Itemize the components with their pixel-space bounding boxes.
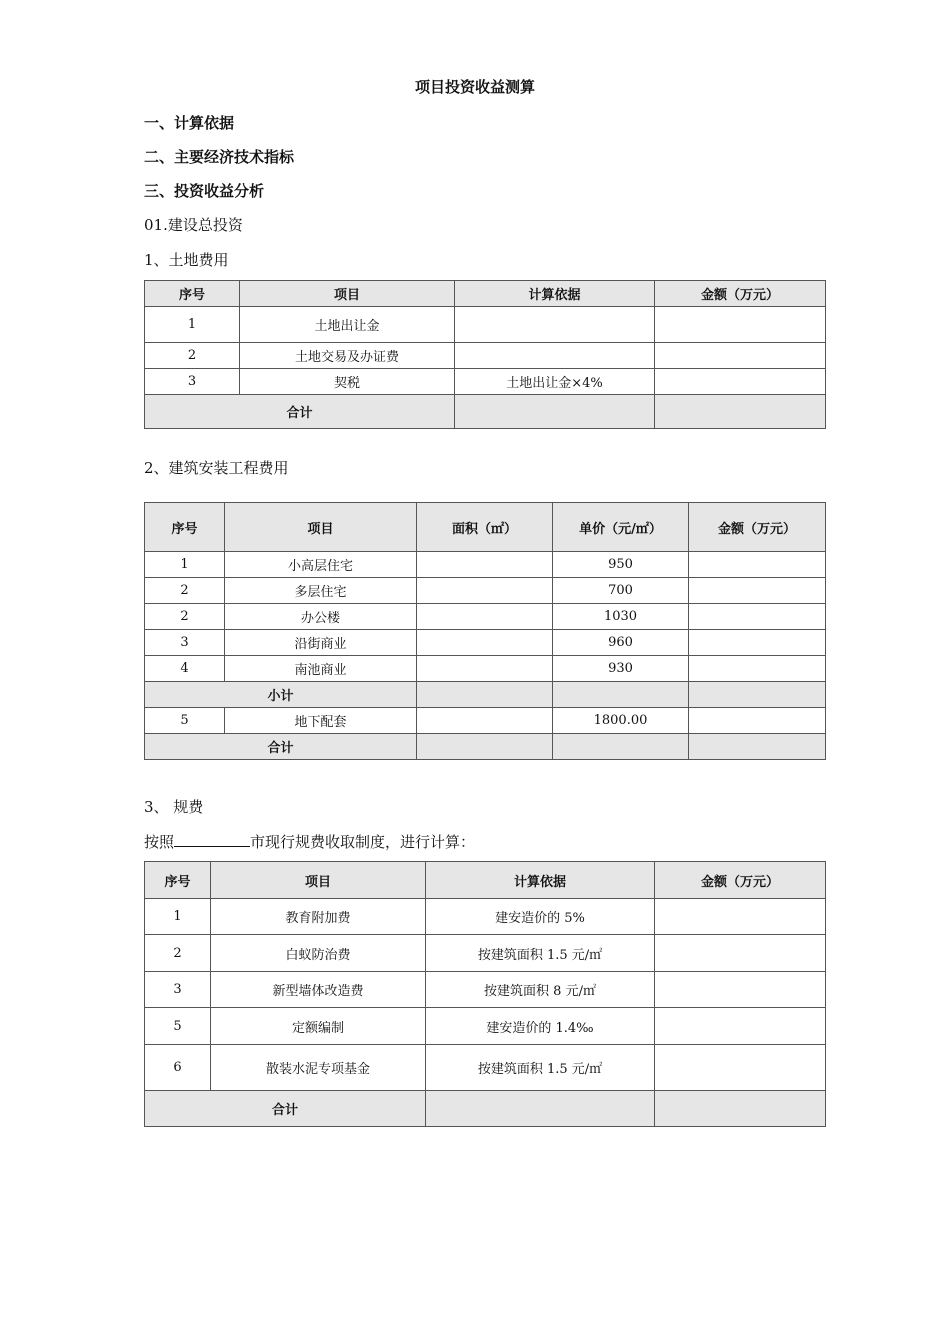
cell-amount (689, 630, 826, 656)
total-area-cell (417, 734, 553, 760)
cell-item: 教育附加费 (211, 899, 426, 935)
subtotal-row (145, 682, 826, 708)
table-row (145, 1008, 826, 1045)
cell-item: 散装水泥专项基金 (211, 1045, 426, 1091)
cell-amount (655, 899, 826, 935)
table-row (145, 1045, 826, 1091)
table-row (145, 604, 826, 630)
total-amount-cell (655, 1091, 826, 1127)
table-row (145, 656, 826, 682)
col-header-no: 序号 (145, 862, 211, 899)
cell-area (417, 656, 553, 682)
cell-no: 1 (145, 899, 211, 935)
cell-no: 2 (145, 935, 211, 972)
cell-item: 契税 (240, 369, 455, 395)
cell-amount (655, 935, 826, 972)
cell-basis (455, 307, 655, 343)
total-row (145, 395, 826, 429)
heading-investment-analysis: 三、投资收益分析 (144, 182, 265, 200)
cell-no: 4 (145, 656, 225, 682)
table-row (145, 578, 826, 604)
cell-no: 2 (145, 604, 225, 630)
cell-amount (655, 1045, 826, 1091)
cell-amount (655, 369, 826, 395)
total-basis-cell (426, 1091, 655, 1127)
col-header-area: 面积（㎡） (417, 503, 553, 552)
cell-area (417, 630, 553, 656)
subtotal-price-cell (553, 682, 689, 708)
col-header-item: 项目 (225, 503, 417, 552)
heading-economic-indicators: 二、主要经济技术指标 (144, 148, 295, 166)
cell-item: 沿街商业 (225, 630, 417, 656)
table-row (145, 899, 826, 935)
cell-no: 5 (145, 708, 225, 734)
cell-unit-price: 930 (553, 656, 689, 682)
section-label-construction-cost: 2、建筑安装工程费用 (144, 459, 289, 477)
cell-unit-price: 950 (553, 552, 689, 578)
cell-unit-price: 960 (553, 630, 689, 656)
table-header-row (145, 281, 826, 307)
col-header-amount: 金额（万元） (655, 281, 826, 307)
fees-table (144, 861, 826, 1127)
section-label-land-cost: 1、土地费用 (144, 251, 229, 269)
subtotal-amount-cell (689, 682, 826, 708)
cell-amount (655, 1008, 826, 1045)
cell-basis (455, 343, 655, 369)
cell-no: 3 (145, 972, 211, 1008)
total-row (145, 734, 826, 760)
subtotal-area-cell (417, 682, 553, 708)
cell-amount (689, 604, 826, 630)
table-row (145, 708, 826, 734)
table-row (145, 369, 826, 395)
fees-intro-after: 市现行规费收取制度，进行计算： (250, 833, 476, 851)
cell-item: 办公楼 (225, 604, 417, 630)
fees-intro (144, 831, 475, 852)
table-header-row (145, 503, 826, 552)
cell-item: 南池商业 (225, 656, 417, 682)
cell-no: 3 (145, 630, 225, 656)
page-title: 项目投资收益测算 (414, 78, 535, 96)
table-row (145, 630, 826, 656)
total-amount-cell (689, 734, 826, 760)
cell-item: 小高层住宅 (225, 552, 417, 578)
total-label: 合计 (145, 395, 455, 429)
cell-unit-price: 1030 (553, 604, 689, 630)
cell-item: 土地交易及办证费 (240, 343, 455, 369)
total-label: 合计 (145, 734, 417, 760)
cell-area (417, 578, 553, 604)
total-price-cell (553, 734, 689, 760)
subtotal-label: 小计 (145, 682, 417, 708)
cell-unit-price: 1800.00 (553, 708, 689, 734)
cell-amount (689, 708, 826, 734)
col-header-item: 项目 (211, 862, 426, 899)
cell-area (417, 552, 553, 578)
cell-basis: 建安造价的 1.4‰ (426, 1008, 655, 1045)
cell-amount (655, 972, 826, 1008)
table-header-row (145, 862, 826, 899)
cell-basis: 土地出让金×4% (455, 369, 655, 395)
cell-area (417, 604, 553, 630)
cell-item: 定额编制 (211, 1008, 426, 1045)
cell-item: 地下配套 (225, 708, 417, 734)
col-header-no: 序号 (145, 503, 225, 552)
fees-intro-before: 按照 (144, 833, 175, 851)
land-cost-table (144, 280, 826, 429)
cell-basis: 按建筑面积 1.5 元/㎡ (426, 935, 655, 972)
table-row (145, 972, 826, 1008)
cell-amount (689, 656, 826, 682)
cell-basis: 建安造价的 5% (426, 899, 655, 935)
total-label: 合计 (145, 1091, 426, 1127)
table-row (145, 307, 826, 343)
table-row (145, 343, 826, 369)
cell-unit-price: 700 (553, 578, 689, 604)
cell-no: 2 (145, 578, 225, 604)
col-header-unit-price: 单价（元/㎡） (553, 503, 689, 552)
col-header-no: 序号 (145, 281, 240, 307)
cell-basis: 按建筑面积 8 元/㎡ (426, 972, 655, 1008)
section-label-fees: 3、 规费 (144, 798, 204, 816)
col-header-item: 项目 (240, 281, 455, 307)
city-blank (174, 832, 250, 847)
cell-no: 6 (145, 1045, 211, 1091)
total-amount-cell (655, 395, 826, 429)
cell-item: 新型墙体改造费 (211, 972, 426, 1008)
cell-no: 5 (145, 1008, 211, 1045)
col-header-basis: 计算依据 (426, 862, 655, 899)
cell-item: 土地出让金 (240, 307, 455, 343)
col-header-basis: 计算依据 (455, 281, 655, 307)
cell-basis: 按建筑面积 1.5 元/㎡ (426, 1045, 655, 1091)
cell-no: 1 (145, 307, 240, 343)
table-row (145, 935, 826, 972)
cell-amount (655, 343, 826, 369)
cell-item: 白蚁防治费 (211, 935, 426, 972)
table-row (145, 552, 826, 578)
total-row (145, 1091, 826, 1127)
col-header-amount: 金额（万元） (689, 503, 826, 552)
cell-area (417, 708, 553, 734)
heading-calculation-basis: 一、计算依据 (144, 114, 235, 132)
cell-no: 1 (145, 552, 225, 578)
cell-amount (655, 307, 826, 343)
total-basis-cell (455, 395, 655, 429)
cell-no: 3 (145, 369, 240, 395)
cell-no: 2 (145, 343, 240, 369)
cell-item: 多层住宅 (225, 578, 417, 604)
cell-amount (689, 578, 826, 604)
col-header-amount: 金额（万元） (655, 862, 826, 899)
cell-amount (689, 552, 826, 578)
subheading-total-investment: 01.建设总投资 (144, 216, 243, 234)
construction-cost-table (144, 502, 826, 760)
